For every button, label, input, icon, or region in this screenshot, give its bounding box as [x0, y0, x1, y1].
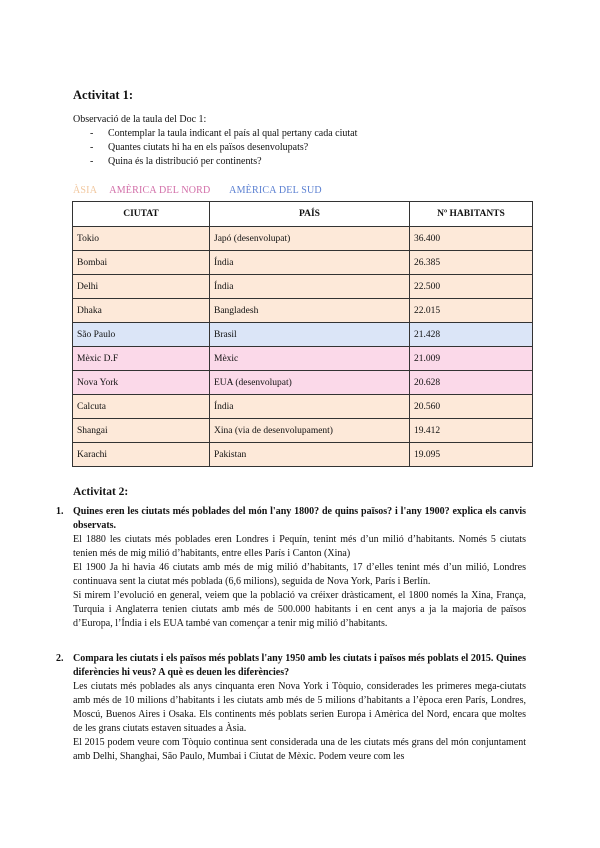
table-row [73, 347, 533, 371]
cell-city: Nova York [73, 371, 210, 395]
cell-population: 20.560 [410, 395, 533, 419]
activity1-intro: Observació de la taula del Doc 1: [73, 114, 207, 125]
table-row [73, 251, 533, 275]
cell-city: Bombai [73, 251, 210, 275]
bullet-mark: - [90, 142, 94, 153]
cell-population: 22.500 [410, 275, 533, 299]
cell-country: Bangladesh [210, 299, 410, 323]
bullet-mark: - [90, 128, 94, 139]
table-row [73, 395, 533, 419]
cities-table [72, 201, 533, 467]
cell-population: 19.412 [410, 419, 533, 443]
table-row [73, 323, 533, 347]
cell-city: Tokio [73, 227, 210, 251]
answer-paragraph: Les ciutats més poblades als anys cinquanta eren Nova York i Tòquio, considerades les primeres mega-ciutats amb més de 10 milions d’habitants i les ciutats amb més de 5 milions d’habitants a l’època eren París, Londres, Moscú, Buenos Aires i Osaka. Els continents més poblats serien Europa i Amèrica del Nord, encara que moltes de les grans ciutats estaven situades a Àsia. [73, 681, 526, 734]
cell-country: EUA (desenvolupat) [210, 371, 410, 395]
cell-population: 22.015 [410, 299, 533, 323]
continent-legend [73, 185, 332, 196]
header-population: Nº HABITANTS [410, 202, 533, 227]
question-block [56, 652, 526, 764]
answer-paragraph: El 2015 podem veure com Tòquio continua sent considerada una de les ciutats més grans del món conjuntament amb Delhi, Shanghai, São Paulo, Mumbai i Ciutat de Mèxic. Podem veure com les [73, 737, 526, 762]
cell-city: Shangai [73, 419, 210, 443]
table-row [73, 443, 533, 467]
cell-country: Japó (desenvolupat) [210, 227, 410, 251]
answer-paragraph: El 1880 les ciutats més poblades eren Londres i Pequín, tenint més d’un milió d’habitants. Només 5 ciutats tenien més de mig milió d’habitants, entre elles París i Canton (Xina) [73, 534, 526, 559]
bullet-text: Contemplar la taula indicant el país al qual pertany cada ciutat [108, 128, 358, 139]
question-text: Compara les ciutats i els països més poblats l'any 1950 amb les ciutats i països més poblats el 2015. Quines diferències hi veus? A què es deuen les diferències? [73, 653, 526, 678]
cell-country: Índia [210, 395, 410, 419]
cell-country: Brasil [210, 323, 410, 347]
question-number: 1. [56, 506, 64, 517]
table-row [73, 371, 533, 395]
legend-asia: ÀSIA [73, 185, 98, 196]
question-text: Quines eren les ciutats més poblades del món l'any 1800? de quins països? i l'any 1900? explica els canvis observats. [73, 506, 526, 531]
cell-population: 21.428 [410, 323, 533, 347]
cell-population: 19.095 [410, 443, 533, 467]
cell-country: Índia [210, 275, 410, 299]
table-row [73, 275, 533, 299]
cell-population: 36.400 [410, 227, 533, 251]
header-country: PAÍS [210, 202, 410, 227]
cell-country: Pakistan [210, 443, 410, 467]
cell-city: Mèxic D.F [73, 347, 210, 371]
legend-america-nord: AMÈRICA DEL NORD [109, 185, 211, 196]
question-block [56, 505, 526, 631]
cell-city: Karachi [73, 443, 210, 467]
question-number: 2. [56, 653, 64, 664]
cell-country: Mèxic [210, 347, 410, 371]
cell-country: Xina (via de desenvolupament) [210, 419, 410, 443]
answer-paragraph: El 1900 Ja hi havia 46 ciutats amb més de mig milió d’habitants, 17 d’elles tenint més d’un milió, Londres continuava sent la ciutat més poblada (6,6 milions), seguida de Nova York, París i Berlín. [73, 562, 526, 587]
cell-population: 26.385 [410, 251, 533, 275]
cell-population: 21.009 [410, 347, 533, 371]
table-header-row [73, 202, 533, 227]
table-row [73, 419, 533, 443]
activity1-title: Activitat 1: [73, 88, 134, 102]
cell-country: Índia [210, 251, 410, 275]
cell-city: São Paulo [73, 323, 210, 347]
answer-paragraph: Si mirem l’evolució en general, veiem que la població va créixer dràsticament, el 1800 només la Xina, França, Turquia i Anglaterra tenien ciutats amb més de 500.000 habitants i en cent anys a ja la majoria de països d’Europa, l’Índia i els EUA també van començar a tenir mig milió d’habitants. [73, 590, 526, 629]
cell-city: Calcuta [73, 395, 210, 419]
cell-city: Dhaka [73, 299, 210, 323]
table-row [73, 227, 533, 251]
activity2-title: Activitat 2: [73, 486, 129, 498]
bullet-mark: - [90, 156, 94, 167]
table-row [73, 299, 533, 323]
header-city: CIUTAT [73, 202, 210, 227]
cell-city: Delhi [73, 275, 210, 299]
bullet-text: Quantes ciutats hi ha en els països desenvolupats? [108, 142, 309, 153]
cell-population: 20.628 [410, 371, 533, 395]
bullet-text: Quina és la distribució per continents? [108, 156, 262, 167]
legend-america-sud: AMÈRICA DEL SUD [229, 185, 322, 196]
